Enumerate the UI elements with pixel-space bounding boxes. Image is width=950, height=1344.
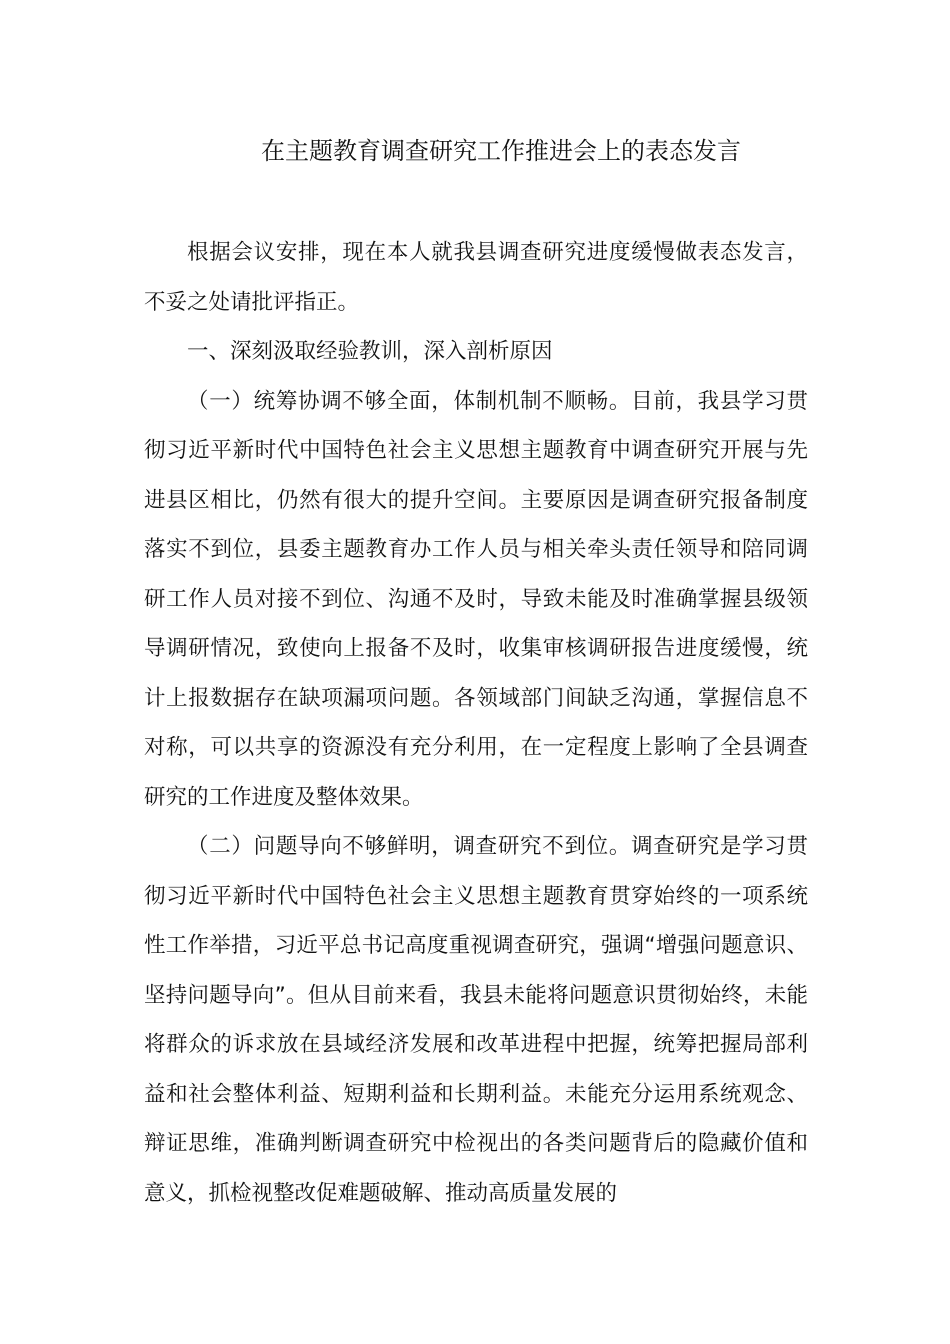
paragraph-section-1-2: （二）问题导向不够鲜明，调查研究不到位。调查研究是学习贯彻习近平新时代中国特色社会主义思想主题教育贯穿始终的一项系统性工作举措，习近平总书记高度重视调查研究，强调“增强问题意识、坚持问题导向”。但从目前来看，我县未能将问题意识贯彻始终，未能将群众的诉求放在县域经济发展和改革进程中把握，统筹把握局部利益和社会整体利益、短期利益和长期利益。未能充分运用系统观念、辩证思维，准确判断调查研究中检视出的各类问题背后的隐藏价值和意义，抓检视整改促难题破解、推动高质量发展的 <box>144 834 808 1206</box>
paragraph-section-1-1: （一）统筹协调不够全面，体制机制不顺畅。目前，我县学习贯彻习近平新时代中国特色社会主义思想主题教育中调查研究开展与先进县区相比，仍然有很大的提升空间。主要原因是调查研究报备制度落实不到位，县委主题教育办工作人员与相关牵头责任领导和陪同调研工作人员对接不到位、沟通不及时，导致未能及时准确掌握县级领导调研情况，致使向上报备不及时，收集审核调研报告进度缓慢，统计上报数据存在缺项漏项问题。各领域部门间缺乏沟通，掌握信息不对称，可以共享的资源没有充分利用，在一定程度上影响了全县调查研究的工作进度及整体效果。 <box>144 388 808 810</box>
paragraph-intro: 根据会议安排，现在本人就我县调查研究进度缓慢做表态发言，不妥之处请批评指正。 <box>144 240 808 315</box>
document-body <box>144 228 808 1218</box>
document-title: 在主题教育调查研究工作推进会上的表态发言 <box>261 137 741 165</box>
section-heading-1: 一、深刻汲取经验教训，深入剖析原因 <box>187 339 553 364</box>
